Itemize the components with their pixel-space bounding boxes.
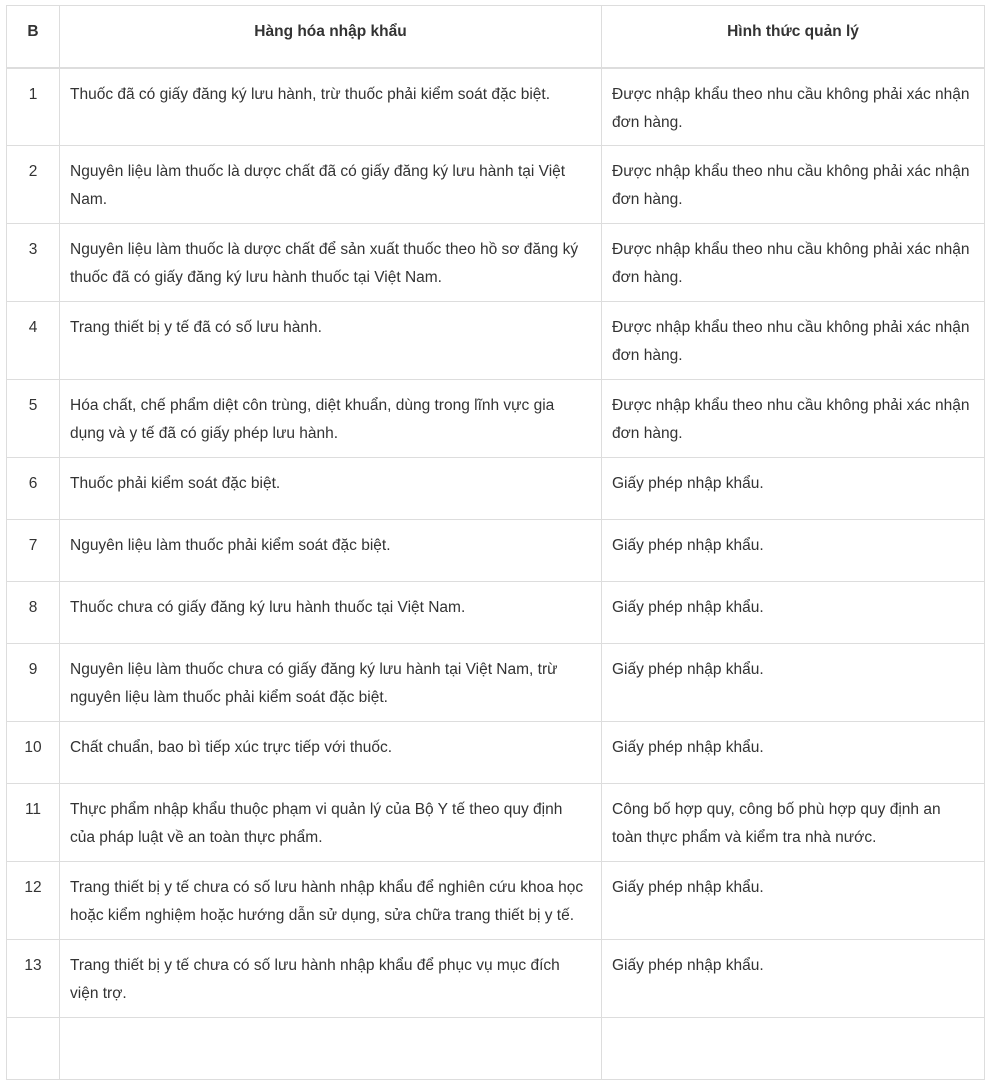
row-goods: Chất chuẩn, bao bì tiếp xúc trực tiếp với thuốc. [60, 722, 602, 784]
table-row [7, 458, 985, 520]
row-goods: Thuốc đã có giấy đăng ký lưu hành, trừ thuốc phải kiểm soát đặc biệt. [60, 68, 602, 146]
table-row [7, 68, 985, 146]
row-number: 11 [7, 784, 60, 862]
row-goods-empty [60, 1018, 602, 1080]
row-management: Được nhập khẩu theo nhu cầu không phải xác nhận đơn hàng. [602, 224, 985, 302]
table-row [7, 520, 985, 582]
table-row [7, 940, 985, 1018]
table-header [7, 6, 985, 68]
row-number: 1 [7, 68, 60, 146]
row-number: 9 [7, 644, 60, 722]
row-number-empty [7, 1018, 60, 1080]
row-goods: Nguyên liệu làm thuốc chưa có giấy đăng ký lưu hành tại Việt Nam, trừ nguyên liệu làm thuốc phải kiểm soát đặc biệt. [60, 644, 602, 722]
column-header-number: B [7, 6, 60, 68]
table-row [7, 302, 985, 380]
table-row-partial [7, 1018, 985, 1080]
import-goods-table [6, 5, 985, 1080]
row-number: 6 [7, 458, 60, 520]
row-goods: Hóa chất, chế phẩm diệt côn trùng, diệt khuẩn, dùng trong lĩnh vực gia dụng và y tế đã có giấy phép lưu hành. [60, 380, 602, 458]
row-management: Giấy phép nhập khẩu. [602, 520, 985, 582]
row-number: 4 [7, 302, 60, 380]
row-goods: Thuốc phải kiểm soát đặc biệt. [60, 458, 602, 520]
row-number: 8 [7, 582, 60, 644]
row-number: 12 [7, 862, 60, 940]
table-row [7, 784, 985, 862]
row-management: Giấy phép nhập khẩu. [602, 458, 985, 520]
row-number: 5 [7, 380, 60, 458]
row-number: 13 [7, 940, 60, 1018]
table-row [7, 644, 985, 722]
row-management-empty [602, 1018, 985, 1080]
row-management: Giấy phép nhập khẩu. [602, 722, 985, 784]
table-header-row [7, 6, 985, 68]
table-row [7, 582, 985, 644]
row-goods: Trang thiết bị y tế đã có số lưu hành. [60, 302, 602, 380]
row-management: Giấy phép nhập khẩu. [602, 644, 985, 722]
row-goods: Trang thiết bị y tế chưa có số lưu hành nhập khẩu để phục vụ mục đích viện trợ. [60, 940, 602, 1018]
row-management: Công bố hợp quy, công bố phù hợp quy định an toàn thực phẩm và kiểm tra nhà nước. [602, 784, 985, 862]
row-management: Giấy phép nhập khẩu. [602, 862, 985, 940]
row-goods: Nguyên liệu làm thuốc là dược chất để sản xuất thuốc theo hồ sơ đăng ký thuốc đã có giấy đăng ký lưu hành thuốc tại Việt Nam. [60, 224, 602, 302]
row-management: Được nhập khẩu theo nhu cầu không phải xác nhận đơn hàng. [602, 380, 985, 458]
row-management: Giấy phép nhập khẩu. [602, 940, 985, 1018]
row-goods: Trang thiết bị y tế chưa có số lưu hành nhập khẩu để nghiên cứu khoa học hoặc kiểm nghiệm hoặc hướng dẫn sử dụng, sửa chữa trang thiết bị y tế. [60, 862, 602, 940]
table-body [7, 68, 985, 1080]
table-row [7, 224, 985, 302]
table-row [7, 862, 985, 940]
row-management: Được nhập khẩu theo nhu cầu không phải xác nhận đơn hàng. [602, 68, 985, 146]
row-number: 10 [7, 722, 60, 784]
row-management: Được nhập khẩu theo nhu cầu không phải xác nhận đơn hàng. [602, 146, 985, 224]
row-number: 7 [7, 520, 60, 582]
row-number: 3 [7, 224, 60, 302]
row-goods: Nguyên liệu làm thuốc phải kiểm soát đặc biệt. [60, 520, 602, 582]
column-header-goods: Hàng hóa nhập khẩu [60, 6, 602, 68]
table-row [7, 722, 985, 784]
table-row [7, 380, 985, 458]
table-row [7, 146, 985, 224]
row-number: 2 [7, 146, 60, 224]
import-goods-table-container [6, 5, 984, 1080]
row-goods: Thực phẩm nhập khẩu thuộc phạm vi quản lý của Bộ Y tế theo quy định của pháp luật về an toàn thực phẩm. [60, 784, 602, 862]
column-header-management: Hình thức quản lý [602, 6, 985, 68]
row-goods: Nguyên liệu làm thuốc là dược chất đã có giấy đăng ký lưu hành tại Việt Nam. [60, 146, 602, 224]
row-management: Giấy phép nhập khẩu. [602, 582, 985, 644]
row-goods: Thuốc chưa có giấy đăng ký lưu hành thuốc tại Việt Nam. [60, 582, 602, 644]
row-management: Được nhập khẩu theo nhu cầu không phải xác nhận đơn hàng. [602, 302, 985, 380]
